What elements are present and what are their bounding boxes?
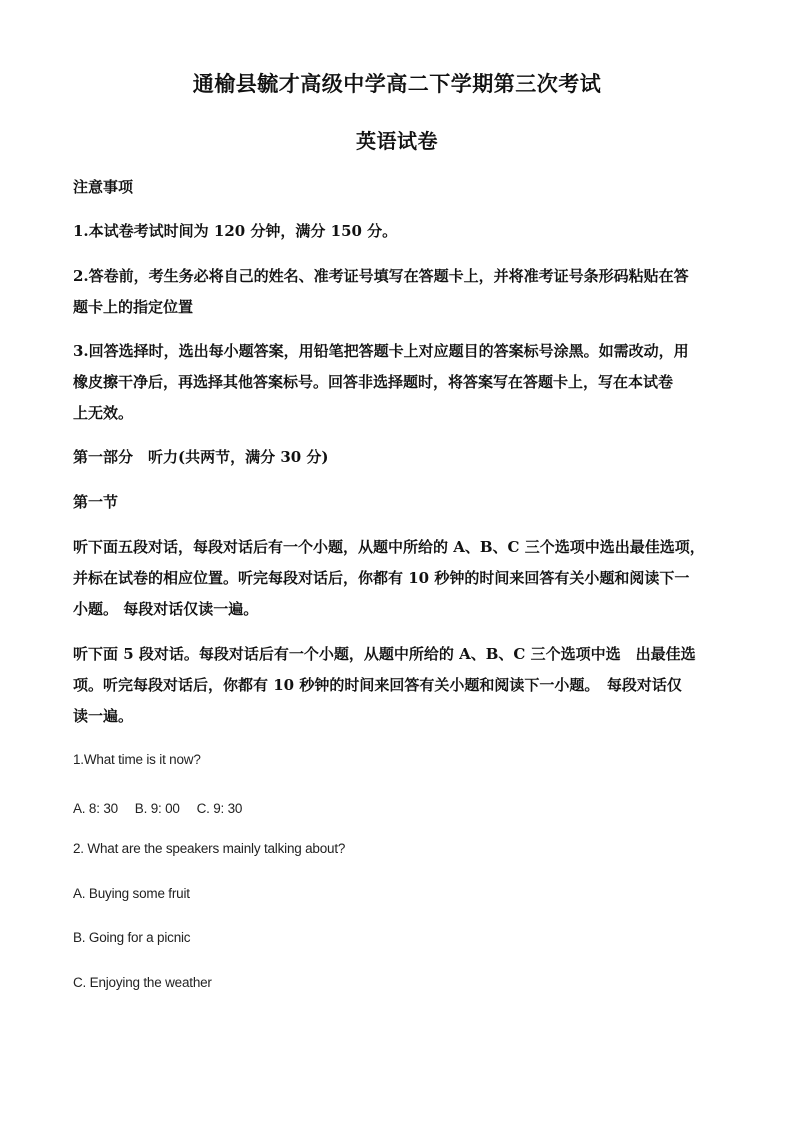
instructions-2-line-1: 听下面 5 段对话。每段对话后有一个小题，从题中所给的 A、B、C 三个选项中选 出最佳选 bbox=[73, 645, 696, 663]
question-2-option-b: B. Going for a picnic bbox=[73, 930, 191, 945]
section1-heading bbox=[73, 487, 723, 518]
instructions-1-line-1: 听下面五段对话，每段对话后有一个小题，从题中所给的 A、B、C 三个选项中选出最佳选项， bbox=[73, 538, 705, 556]
instructions-2-line-3: 读一遍。 bbox=[73, 707, 134, 725]
question-1-options: A. 8: 30 B. 9: 00 C. 9: 30 bbox=[73, 801, 243, 816]
notice-heading-text: 注意事项 bbox=[73, 178, 134, 196]
notice-item-3-line-3: 上无效。 bbox=[73, 404, 134, 422]
question-2-option-c: C. Enjoying the weather bbox=[73, 975, 212, 990]
part1-heading bbox=[73, 442, 723, 473]
instructions-paragraph-2 bbox=[73, 639, 723, 732]
notice-item-3-line-1: 3.回答选择时，选出每小题答案，用铅笔把答题卡上对应题目的答案标号涂黑。如需改动，用 bbox=[73, 342, 689, 360]
exam-subtitle: 英语试卷 bbox=[356, 129, 438, 153]
instructions-1-line-2: 并标在试卷的相应位置。听完每段对话后，你都有 10 秒钟的时间来回答有关小题和阅读下一 bbox=[73, 569, 690, 587]
notice-item-3 bbox=[73, 336, 723, 429]
exam-title: 通榆县毓才高级中学高二下学期第三次考试 bbox=[192, 71, 602, 96]
notice-item-1-text: 1.本试卷考试时间为 120 分钟，满分 150 分。 bbox=[73, 222, 398, 240]
notice-item-3-line-2: 橡皮擦干净后，再选择其他答案标号。回答非选择题时，将答案写在答题卡上，写在本试卷 bbox=[73, 373, 674, 391]
notice-item-2 bbox=[73, 261, 723, 323]
part1-heading-text: 第一部分 听力(共两节，满分 30 分) bbox=[73, 448, 329, 466]
instructions-paragraph-1 bbox=[73, 532, 723, 625]
section1-heading-text: 第一节 bbox=[73, 493, 119, 511]
instructions-1-line-3: 小题。 每段对话仅读一遍。 bbox=[73, 600, 259, 618]
notice-heading bbox=[73, 172, 723, 203]
notice-item-2-line-1: 2.答卷前，考生务必将自己的姓名、准考证号填写在答题卡上，并将准考证号条形码粘贴在答 bbox=[73, 267, 689, 285]
question-1: 1.What time is it now? bbox=[73, 752, 201, 767]
question-2: 2. What are the speakers mainly talking about? bbox=[73, 841, 346, 856]
instructions-2-line-2: 项。听完每段对话后，你都有 10 秒钟的时间来回答有关小题和阅读下一小题。 每段对话仅 bbox=[73, 676, 682, 694]
notice-item-2-line-2: 题卡上的指定位置 bbox=[73, 298, 194, 316]
question-2-option-a: A. Buying some fruit bbox=[73, 886, 190, 901]
notice-item-1 bbox=[73, 216, 723, 247]
